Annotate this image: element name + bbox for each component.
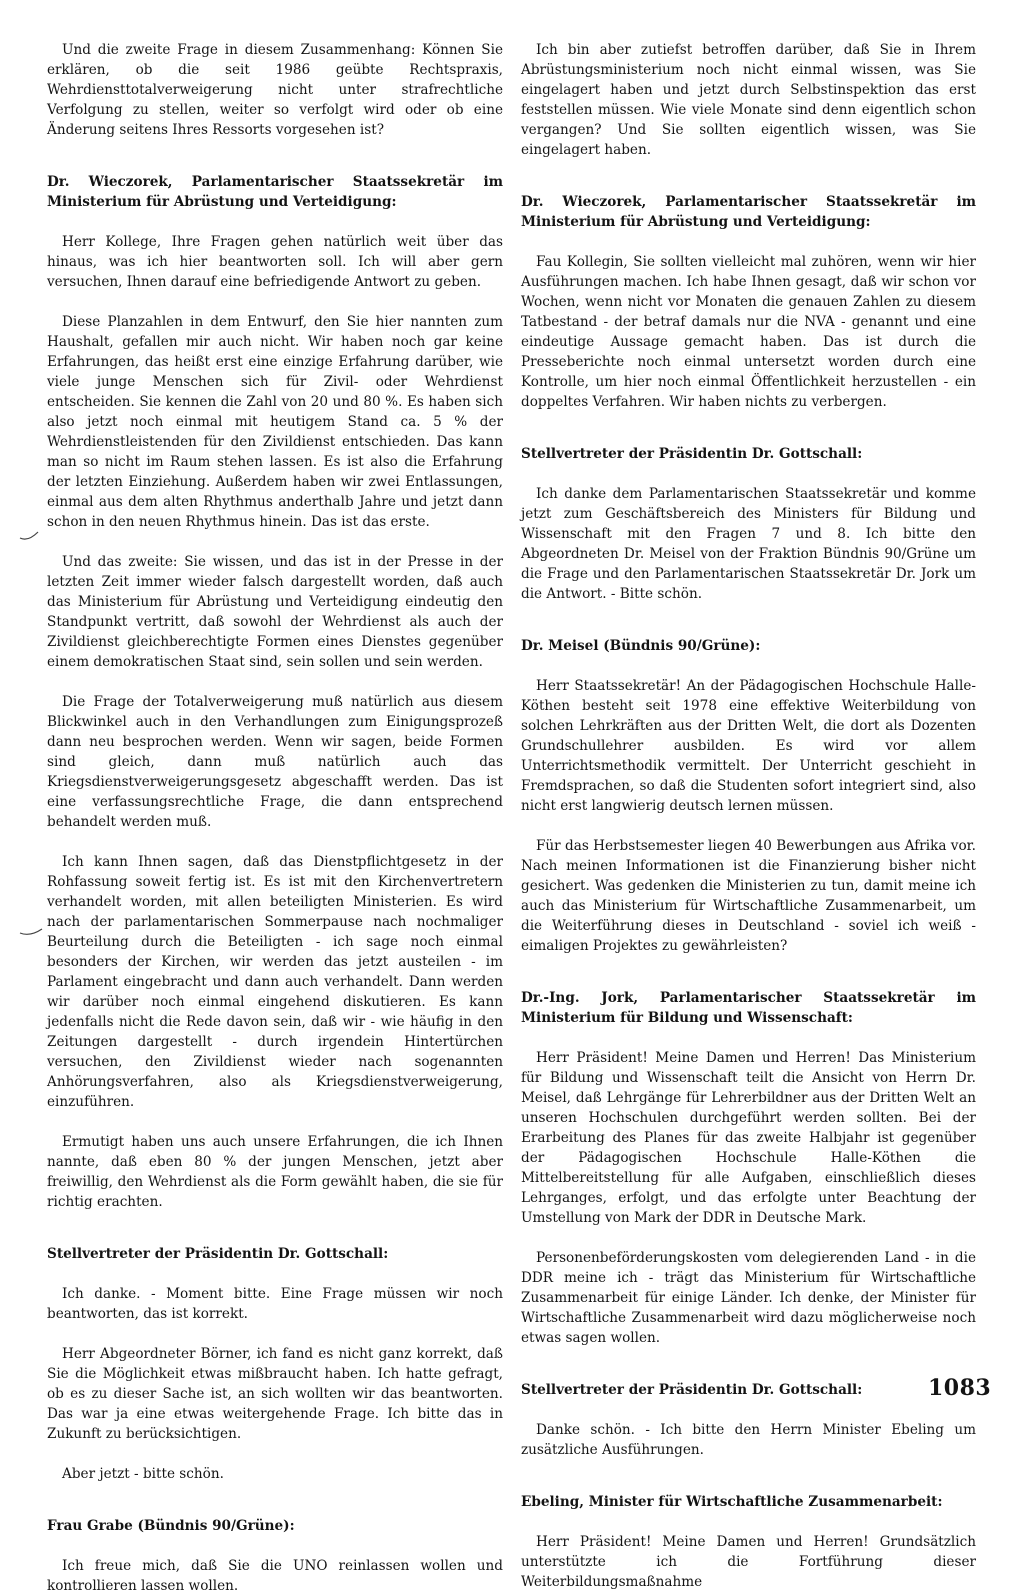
paragraph: Herr Abgeordneter Börner, ich fand es nicht ganz korrekt, daß Sie die Möglichkeit etwas mißbraucht haben. Ich hatte gefragt, ob es zu dieser Sache ist, an sich wollten wir das beantworten. Das war ja eine etwas weitergehende Frage. Ich bitte das in Zukunft zu berücksichtigen.	[47, 1346, 503, 1442]
paragraph: Und das zweite: Sie wissen, und das ist in der Presse in der letzten Zeit immer wieder falsch dargestellt worden, daß auch das Ministerium für Abrüstung und Verteidigung eindeutig den Standpunkt vertritt, daß sowohl der Wehrdienst als auch der Zivildienst gleichberechtigte Formen eines Dienstes gegenüber einem demokratischen Staat sind, sein sollen und sein werden.	[47, 554, 503, 670]
paragraph: Danke schön. - Ich bitte den Herrn Minister Ebeling um zusätzliche Ausführungen.	[521, 1422, 976, 1458]
right-column	[521, 40, 976, 1592]
speaker-heading: Dr. Wieczorek, Parlamentarischer Staatssekretär im Ministerium für Abrüstung und Verteidigung:	[521, 194, 976, 230]
paragraph: Für das Herbstsemester liegen 40 Bewerbungen aus Afrika vor. Nach meinen Informationen ist die Finanzierung bisher nicht gesichert. Was gedenken die Ministerien zu tun, damit meine ich auch das Ministerium für Wirtschaftliche Zusammenarbeit, um die Weiterführung dieses in Deutschland - soviel ich weiß - eimaligen Projektes zu gewährleisten?	[521, 838, 976, 954]
paragraph: Ermutigt haben uns auch unsere Erfahrungen, die ich Ihnen nannte, daß eben 80 % der jungen Menschen, jetzt aber freiwillig, den Wehrdienst als die Form gewählt haben, die sie für richtig erachten.	[47, 1134, 503, 1210]
paragraph: Herr Präsident! Meine Damen und Herren! Grundsätzlich unterstützte ich die Fortführung dieser Weiterbildungsmaßnahme	[521, 1534, 976, 1590]
paragraph: Fau Kollegin, Sie sollten vielleicht mal zuhören, wenn wir hier Ausführungen machen. Ich habe Ihnen gesagt, daß wir schon vor Wochen, wenn nicht vor Monaten die genauen Zahlen zu diesem Tatbestand - der betraf damals nur die NVA - genannt und eine eindeutige Aussage gemacht haben. Das ist durch die Presseberichte noch einmal untersetzt worden durch eine Kontrolle, um hier noch einmal Öffentlichkeit herzustellen - ein doppeltes Verfahren. Wir haben nichts zu verbergen.	[521, 254, 976, 410]
left-column	[47, 40, 503, 1596]
paragraph: Ich kann Ihnen sagen, daß das Dienstpflichtgesetz in der Rohfassung soweit fertig ist. Es ist mit den Kirchenvertretern verhandelt worden, mit allen beteiligten Ministerien. Es wird nach der parlamentarischen Sommerpause nach nochmaliger Beurteilung durch die Beteiligten - ich sage noch einmal besonders der Kirchen, wir werden das jetzt austeilen - im Parlament eingebracht und dann auch verhandelt. Dann werden wir darüber noch einmal eingehend diskutieren. Es kann jedenfalls nicht die Rede davon sein, daß wir - wie häufig in den Zeitungen dargestellt - durch irgendein Hintertürchen versuchen, den Zivildienst wieder nach sogenannten Anhörungsverfahren, also als Kriegsdienstverweigerung, einzuführen.	[47, 854, 503, 1110]
paragraph: Herr Präsident! Meine Damen und Herren! Das Ministerium für Bildung und Wissenschaft teilt die Ansicht von Herrn Dr. Meisel, daß Lehrgänge für Lehrerbildner aus der Dritten Welt an unseren Hochschulen durchgeführt werden sollten. Bei der Erarbeitung des Planes für das zweite Halbjahr ist gegenüber der Pädagogischen Hochschule Halle-Köthen die Mittelbereitstellung für alle Aufgaben, einschließlich dieses Lehrganges, erfolgt, und das erfolgte unter Beachtung der Umstellung von Mark der DDR in Deutsche Mark.	[521, 1050, 976, 1226]
page-number: 1083	[928, 1375, 992, 1401]
paragraph: Ich freue mich, daß Sie die UNO reinlassen wollen und kontrollieren lassen wollen.	[47, 1558, 503, 1594]
paragraph: Personenbeförderungskosten vom delegierenden Land - in die DDR meine ich - trägt das Ministerium für Wirtschaftliche Zusammenarbeit für einige Länder. Ich denke, der Minister für Wirtschaftliche Zusammenarbeit wird dazu möglicherweise noch etwas sagen wollen.	[521, 1250, 976, 1346]
speaker-heading: Dr. Meisel (Bündnis 90/Grüne):	[521, 638, 761, 654]
paragraph: Aber jetzt - bitte schön.	[62, 1466, 224, 1482]
speaker-heading: Stellvertreter der Präsidentin Dr. Gottschall:	[47, 1246, 389, 1262]
speaker-heading: Dr.-Ing. Jork, Parlamentarischer Staatssekretär im Ministerium für Bildung und Wissenschaft:	[521, 990, 976, 1026]
paragraph: Ich danke dem Parlamentarischen Staatssekretär und komme jetzt zum Geschäftsbereich des Ministers für Bildung und Wissenschaft mit den Fragen 7 und 8. Ich bitte den Abgeordneten Dr. Meisel von der Fraktion Bündnis 90/Grüne um die Frage und den Parlamentarischen Staatssekretär Dr. Jork um die Antwort. - Bitte schön.	[521, 486, 976, 602]
paragraph: Ich danke. - Moment bitte. Eine Frage müssen wir noch beantworten, das ist korrekt.	[47, 1286, 503, 1322]
margin-mark-icon	[18, 923, 46, 939]
paragraph: Und die zweite Frage in diesem Zusammenhang: Können Sie erklären, ob die seit 1986 geübte Rechtspraxis, Wehrdiensttotalverweigerung nicht unter strafrechtliche Verfolgung zu stellen, weiter so verfolgt wird oder ob eine Änderung seitens Ihres Ressorts vorgesehen ist?	[47, 42, 503, 138]
paragraph: Herr Staatssekretär! An der Pädagogischen Hochschule Halle-Köthen besteht seit 1978 eine effektive Weiterbildung von solchen Lehrkräften aus der Dritten Welt, die dort als Dozenten Grundschullehrer ausbilden. Es wird vor allem Unterrichtsmethodik vermittelt. Der Unterricht geschieht in Fremdsprachen, so daß die Studenten sofort integriert sind, also nicht erst langwierig deutsch lernen müssen.	[521, 678, 976, 814]
speaker-heading: Ebeling, Minister für Wirtschaftliche Zusammenarbeit:	[521, 1494, 943, 1510]
margin-mark-icon	[18, 528, 46, 544]
speaker-heading: Dr. Wieczorek, Parlamentarischer Staatssekretär im Ministerium für Abrüstung und Verteidigung:	[47, 174, 503, 210]
speaker-heading: Stellvertreter der Präsidentin Dr. Gottschall:	[521, 1382, 863, 1398]
paragraph: Diese Planzahlen in dem Entwurf, den Sie hier nannten zum Haushalt, gefallen mir auch nicht. Wir haben noch gar keine Erfahrungen, das heißt erst eine einzige Erfahrung darüber, wie viele junge Menschen sich für Zivil- oder Wehrdienst entscheiden. Sie kennen die Zahl von 20 und 80 %. Es haben sich also jetzt noch einmal mit heutigem Stand ca. 5 % der Wehrdienstleistenden für den Zivildienst entschieden. Das kann man so nicht im Raum stehen lassen. Es ist also die Erfahrung der letzten Einziehung. Außerdem haben wir zwei Entlassungen, einmal aus dem alten Rhythmus anderthalb Jahre und jetzt dann schon in den neuen Rhythmus hinein. Das ist das erste.	[47, 314, 503, 530]
speaker-heading: Stellvertreter der Präsidentin Dr. Gottschall:	[521, 446, 863, 462]
paragraph: Ich bin aber zutiefst betroffen darüber, daß Sie in Ihrem Abrüstungsministerium noch nicht einmal wissen, was Sie eingelagert haben und jetzt durch Selbstinspektion das erst feststellen müssen. Wie viele Monate sind denn eigentlich schon vergangen? Und Sie sollten eigentlich wissen, was Sie eingelagert haben.	[521, 42, 976, 158]
speaker-heading: Frau Grabe (Bündnis 90/Grüne):	[47, 1518, 295, 1534]
paragraph: Die Frage der Totalverweigerung muß natürlich aus diesem Blickwinkel auch in den Verhandlungen zum Einigungsprozeß dann neu besprochen werden. Wenn wir sagen, beide Formen sind gleich, dann muß natürlich auch das Kriegsdienstverweigerungsgesetz abgeschafft werden. Das ist eine verfassungsrechtliche Frage, die dann entsprechend behandelt werden muß.	[47, 694, 503, 830]
paragraph: Herr Kollege, Ihre Fragen gehen natürlich weit über das hinaus, was ich hier beantworten soll. Ich will aber gern versuchen, Ihnen darauf eine befriedigende Antwort zu geben.	[47, 234, 503, 290]
